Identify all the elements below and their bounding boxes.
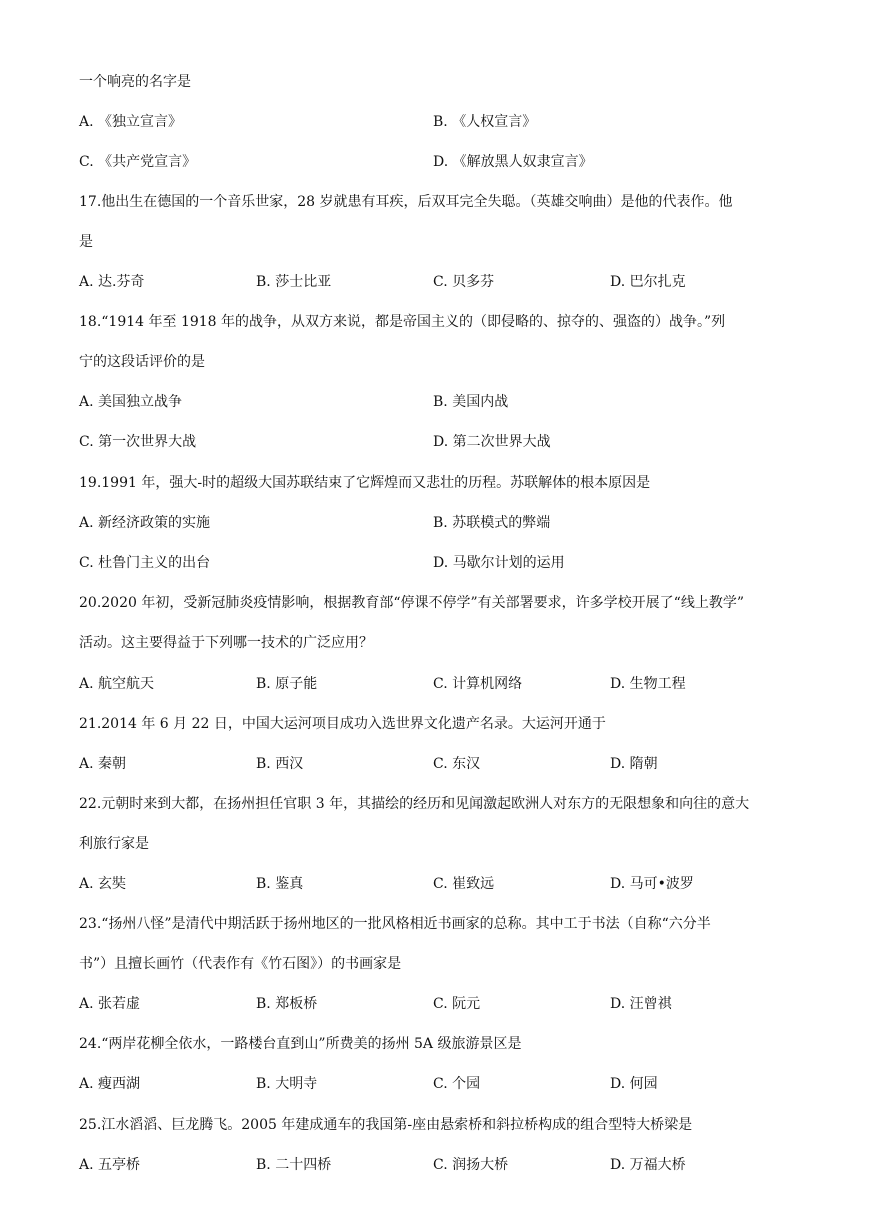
q18-option-c: C. 第一次世界大战 xyxy=(79,434,197,450)
question-25-stem: 25.江水滔滔、巨龙腾飞。2005 年建成通车的我国第-座由悬索桥和斜拉桥构成的组合型特大桥梁是 xyxy=(79,1117,693,1133)
q17-option-a: A. 达.芬奇 xyxy=(79,274,145,290)
q20-option-d: D. 生物工程 xyxy=(610,676,686,692)
q20-option-c: C. 计算机网络 xyxy=(433,676,523,692)
q21-option-c: C. 东汉 xyxy=(433,756,481,772)
q16-option-b: B. 《人权宣言》 xyxy=(433,114,537,130)
q21-option-d: D. 隋朝 xyxy=(610,756,658,772)
q23-option-c: C. 阮元 xyxy=(433,996,481,1012)
q17-option-d: D. 巴尔扎克 xyxy=(610,274,686,290)
q18-option-d: D. 第二次世界大战 xyxy=(433,434,551,450)
q22-option-b: B. 鉴真 xyxy=(256,876,304,892)
question-22-stem-cont: 利旅行家是 xyxy=(79,836,149,852)
q16-option-d: D. 《解放黑人奴隶宣言》 xyxy=(433,154,593,170)
q21-option-b: B. 西汉 xyxy=(256,756,304,772)
q24-option-d: D. 何园 xyxy=(610,1076,658,1092)
q23-option-a: A. 张若虚 xyxy=(79,996,141,1012)
question-16-stem-cont: 一个响亮的名字是 xyxy=(79,74,191,90)
q17-option-c: C. 贝多芬 xyxy=(433,274,495,290)
question-18-stem: 18.“1914 年至 1918 年的战争，从双方来说，都是帝国主义的（即侵略的、掠夺的、强盗的）战争。”列 xyxy=(79,314,726,330)
q21-option-a: A. 秦朝 xyxy=(79,756,127,772)
q18-option-b: B. 美国内战 xyxy=(433,394,509,410)
q24-option-c: C. 个园 xyxy=(433,1076,481,1092)
question-22-stem: 22.元朝时来到大都，在扬州担任官职 3 年，其描绘的经历和见闻激起欧洲人对东方的无限想象和向往的意大 xyxy=(79,796,750,812)
q24-option-a: A. 瘦西湖 xyxy=(79,1076,141,1092)
q25-option-b: B. 二十四桥 xyxy=(256,1157,332,1173)
q25-option-d: D. 万福大桥 xyxy=(610,1157,686,1173)
question-24-stem: 24.“两岸花柳全依水，一路楼台直到山”所费美的扬州 5A 级旅游景区是 xyxy=(79,1036,522,1052)
question-21-stem: 21.2014 年 6 月 22 日，中国大运河项目成功入选世界文化遗产名录。大运河开通于 xyxy=(79,716,606,732)
question-18-stem-cont: 宁的这段话评价的是 xyxy=(79,354,205,370)
q17-option-b: B. 莎士比亚 xyxy=(256,274,332,290)
q19-option-d: D. 马歇尔计划的运用 xyxy=(433,555,565,571)
q25-option-c: C. 润扬大桥 xyxy=(433,1157,509,1173)
q25-option-a: A. 五亭桥 xyxy=(79,1157,141,1173)
q18-option-a: A. 美国独立战争 xyxy=(79,394,183,410)
q23-option-d: D. 汪曾祺 xyxy=(610,996,672,1012)
q22-option-c: C. 崔致远 xyxy=(433,876,495,892)
q19-option-b: B. 苏联模式的弊端 xyxy=(433,515,551,531)
q20-option-b: B. 原子能 xyxy=(256,676,318,692)
q19-option-a: A. 新经济政策的实施 xyxy=(79,515,211,531)
question-17-stem: 17.他出生在德国的一个音乐世家，28 岁就患有耳疾，后双耳完全失聪。（英雄交响曲）是他的代表作。他 xyxy=(79,194,733,210)
q24-option-b: B. 大明寺 xyxy=(256,1076,318,1092)
q16-option-c: C. 《共产党宣言》 xyxy=(79,154,197,170)
question-20-stem-cont: 活动。这主要得益于下列哪一技术的广泛应用？ xyxy=(79,635,373,651)
question-19-stem: 19.1991 年，强大-时的超级大国苏联结束了它辉煌而又悲壮的历程。苏联解体的根本原因是 xyxy=(79,475,651,491)
question-17-stem-cont: 是 xyxy=(79,234,93,250)
q16-option-a: A. 《独立宣言》 xyxy=(79,114,183,130)
q19-option-c: C. 杜鲁门主义的出台 xyxy=(79,555,211,571)
question-20-stem: 20.2020 年初，受新冠肺炎疫情影响，根据教育部“停课不停学”有关部署要求，许多学校开展了“线上教学” xyxy=(79,595,744,611)
q23-option-b: B. 郑板桥 xyxy=(256,996,318,1012)
q22-option-d: D. 马可•波罗 xyxy=(610,876,694,892)
question-23-stem-cont: 书”）且擅长画竹（代表作有《竹石图》）的书画家是 xyxy=(79,956,402,972)
q20-option-a: A. 航空航天 xyxy=(79,676,155,692)
q22-option-a: A. 玄奘 xyxy=(79,876,127,892)
question-23-stem: 23.“扬州八怪”是清代中期活跃于扬州地区的一批风格相近书画家的总称。其中工于书法（自称“六分半 xyxy=(79,916,711,932)
